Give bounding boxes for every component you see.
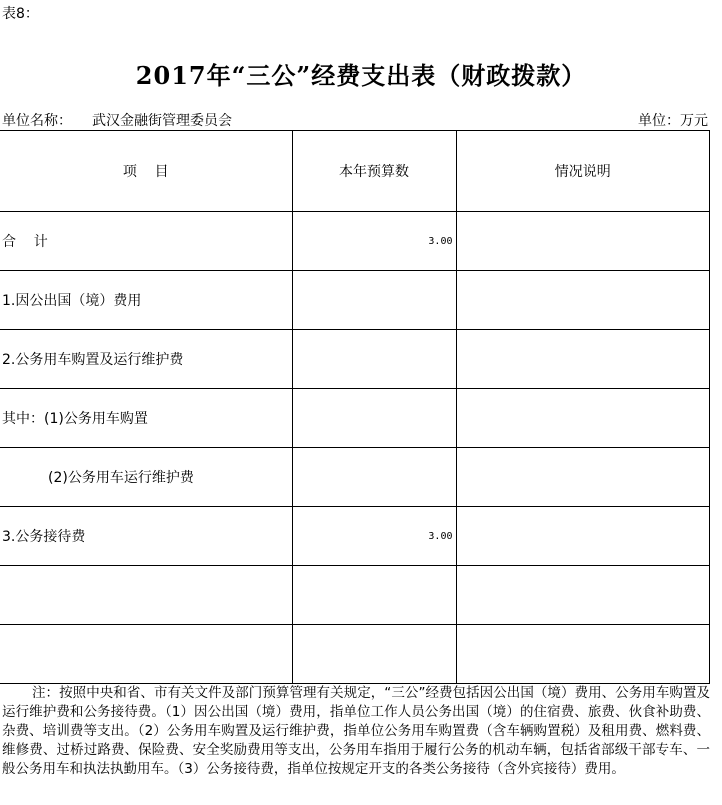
row-budget-total: 3.00 (292, 212, 456, 271)
table-label: 表8： (2, 6, 39, 22)
unit-name-value: 武汉金融街管理委员会 (92, 113, 232, 129)
row-item-total: 合 计 (0, 212, 292, 271)
row-item-vehicle: 2.公务用车购置及运行维护费 (0, 330, 292, 389)
row-description (456, 389, 710, 448)
row-item-reception: 3.公务接待费 (0, 507, 292, 566)
table-row (0, 330, 710, 389)
row-budget-vehicle-maintenance (292, 448, 456, 507)
unit-name-label: 单位名称： (2, 113, 72, 129)
row-item-empty (0, 566, 292, 625)
table-row (0, 448, 710, 507)
table-row (0, 212, 710, 271)
row-budget-reception: 3.00 (292, 507, 456, 566)
row-description (456, 566, 710, 625)
expense-table (0, 130, 710, 684)
header-description: 情况说明 (456, 131, 710, 212)
row-budget-vehicle (292, 330, 456, 389)
row-budget-vehicle-purchase (292, 389, 456, 448)
table-row (0, 389, 710, 448)
header-budget: 本年预算数 (292, 131, 456, 212)
row-budget-overseas (292, 271, 456, 330)
row-description (456, 507, 710, 566)
currency-unit-label: 单位：万元 (638, 113, 708, 129)
row-item-vehicle-purchase: 其中：(1)公务用车购置 (0, 389, 292, 448)
row-description (456, 330, 710, 389)
row-description (456, 625, 710, 684)
table-row (0, 566, 710, 625)
row-description (456, 212, 710, 271)
page-title: 2017年“三公”经费支出表（财政拨款） (135, 61, 587, 90)
row-description (456, 448, 710, 507)
row-item-empty (0, 625, 292, 684)
header-item: 项 目 (0, 131, 292, 212)
table-row (0, 271, 710, 330)
row-description (456, 271, 710, 330)
row-budget-empty (292, 625, 456, 684)
table-row (0, 625, 710, 684)
table-header-row (0, 131, 710, 212)
row-item-overseas: 1.因公出国（境）费用 (0, 271, 292, 330)
row-item-vehicle-maintenance: (2)公务用车运行维护费 (0, 448, 292, 507)
footnote: 注：按照中央和省、市有关文件及部门预算管理有关规定，“三公”经费包括因公出国（境）费用、公务用车购置及运行维护费和公务接待费。（1）因公出国（境）费用，指单位工作人员公务出国（境）的住宿费、旅费、伙食补助费、杂费、培训费等支出。（2）公务用车购置及运行维护费，指单位公务用车购置费（含车辆购置税）及租用费、燃料费、维修费、过桥过路费、保险费、安全奖励费用等支出，公务用车指用于履行公务的机动车辆，包括省部级干部专车、一般公务用车和执法执勤用车。（3）公务接待费，指单位按规定开支的各类公务接待（含外宾接待）费用。 (2, 685, 710, 777)
table-row (0, 507, 710, 566)
row-budget-empty (292, 566, 456, 625)
